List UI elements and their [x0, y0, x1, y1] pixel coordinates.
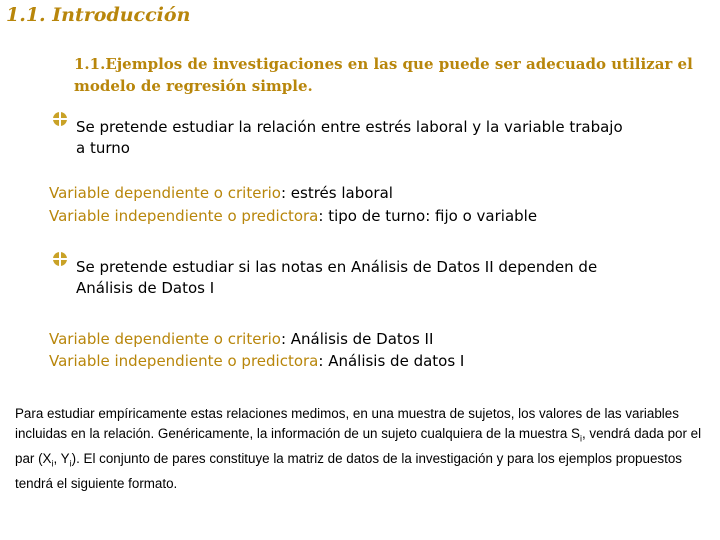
paragraph-part: , Y: [53, 450, 70, 466]
independent-variable-label: Variable independiente o predictora: [49, 352, 319, 370]
explanation-paragraph: [15, 404, 715, 493]
subscript: i: [69, 458, 72, 469]
example-text: Se pretende estudiar la relación entre estrés laboral y la variable trabajo a turno: [76, 118, 623, 157]
paragraph-part: Para estudiar empíricamente estas relaciones medimos, en una muestra de sujetos, los valores de las variables incluidas en la relación. Genéricamente, la información de un sujeto cualquiera de la muestra S: [15, 406, 679, 441]
example-text: Se pretende estudiar si las notas en Análisis de Datos II dependen de Análisis de Datos I: [76, 258, 598, 297]
paragraph-part: , vendrá dada por el par (X: [15, 425, 702, 466]
dependent-variable-line: [49, 183, 393, 204]
dependent-variable-value: : estrés laboral: [280, 184, 393, 202]
page-title: 1.1. Introducción: [6, 4, 191, 26]
independent-variable-line: [49, 206, 537, 227]
section-subtitle: 1.1.Ejemplos de investigaciones en las que puede ser adecuado utilizar el modelo de regresión simple.: [74, 55, 693, 95]
dependent-variable-label: Variable dependiente o criterio: [49, 184, 281, 202]
independent-variable-value: : tipo de turno: fijo o variable: [318, 207, 538, 225]
bullet-icon: [53, 112, 67, 126]
dependent-variable-line: [49, 329, 433, 350]
independent-variable-line: [49, 351, 464, 372]
independent-variable-value: : Análisis de datos I: [318, 352, 465, 370]
subscript: i: [579, 433, 582, 444]
subscript: i: [51, 458, 54, 469]
dependent-variable-label: Variable dependiente o criterio: [49, 330, 281, 348]
bullet-icon: [53, 252, 67, 266]
paragraph-part: ). El conjunto de pares constituye la matriz de datos de la investigación y para los ejemplos propuestos tendrá el siguiente formato.: [15, 450, 682, 491]
independent-variable-label: Variable independiente o predictora: [49, 207, 319, 225]
dependent-variable-value: : Análisis de Datos II: [280, 330, 434, 348]
